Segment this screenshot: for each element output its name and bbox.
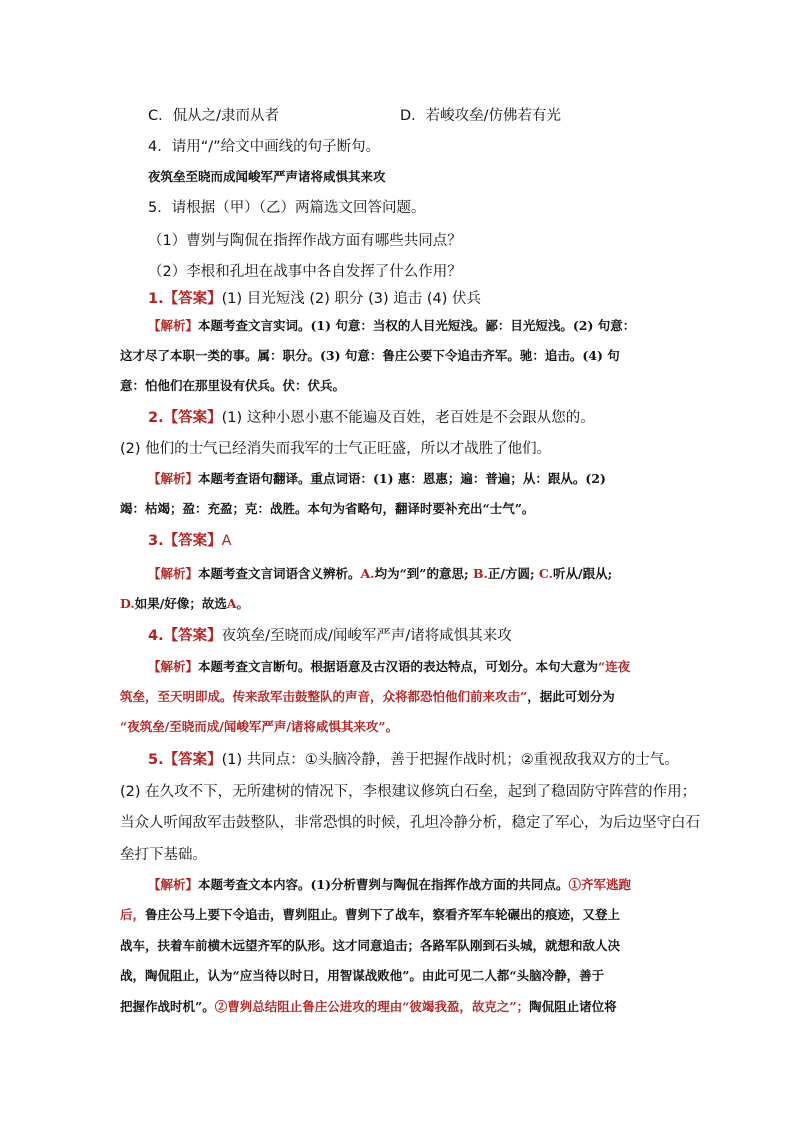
- analysis-5-line-2: 后，鲁庄公马上要下令追击，曹刿阻止。曹刿下了战车，察看齐军车轮碾出的痕迹，又登上: [120, 907, 621, 922]
- answer-number: 2.: [148, 410, 164, 426]
- analysis-1-line-1: 【解析】本题考查文言实词。(1) 句意：当权的人目光短浅。鄙：目光短浅。(2) 句意：: [148, 318, 636, 333]
- analysis-1-line-3: 意：怕他们在那里设有伏兵。伏：伏兵。: [120, 378, 346, 393]
- analysis-2-line-1: 【解析】本题考查语句翻译。重点词语：(1) 惠：恩惠；遍：普遍；从：跟从。(2): [148, 471, 606, 486]
- analysis-3-line-2: D.如果/好像；故选A。: [120, 596, 250, 611]
- answer-number: 3.: [148, 533, 164, 549]
- answer-tag: 【答案】: [163, 752, 222, 768]
- answer-4: 4.【答案】夜筑垒/至晓而成/闻峻军严声/诸将咸惧其来攻: [148, 628, 512, 644]
- analysis-3-line-1: 【解析】本题考查文言词语含义辨析。A.均为“到”的意思; B.正/方圆; C.听从/跟从;: [148, 566, 613, 581]
- analysis-1-line-2: 这才尽了本职一类的事。属：职分。(3) 句意：鲁庄公要下令追击齐军。驰：追击。(4) 句: [120, 348, 620, 363]
- analysis-4-line-1: 【解析】本题考查文言断句。根据语意及古汉语的表达特点，可划分。本句大意为“连夜: [148, 659, 631, 674]
- answer-number: 4.: [148, 628, 164, 644]
- option-c: C．侃从之/隶而从者: [148, 108, 280, 124]
- answer-tag: 【答案】: [163, 291, 222, 307]
- analysis-5-line-4: 战，陶侃阻止，认为“应当待以时日，用智谋战败他”。由此可见二人都“头脑冷静，善于: [120, 968, 605, 983]
- analysis-tag: 【解析】: [148, 566, 199, 581]
- question-5-sub1: （1）曹刿与陶侃在指挥作战方面有哪些共同点？: [148, 233, 462, 249]
- answer-2-line-2: (2) 他们的士气已经消失而我军的士气正旺盛，所以才战胜了他们。: [120, 441, 552, 457]
- analysis-5-line-3: 战车，扶着车前横木远望齐军的队形。这才同意追击；各路军队刚到石头城，就想和敌人决: [120, 938, 621, 953]
- answer-2: 2.【答案】(1) 这种小恩小惠不能遍及百姓，老百姓是不会跟从您的。: [148, 410, 595, 426]
- question-4-prompt: 4．请用“/”给文中画线的句子断句。: [148, 139, 381, 155]
- analysis-4-line-2: 筑垒，至天明即成。传来敌军击鼓整队的声音，众将都恐怕他们前来攻击”，据此可划分为: [120, 689, 615, 704]
- answer-5-line-2: (2) 在久攻不下，无所建树的情况下，李根建议修筑白石垒，起到了稳固防守阵营的作用；: [120, 784, 697, 800]
- question-5-prompt: 5．请根据（甲）（乙）两篇选文回答问题。: [148, 200, 426, 216]
- answer-5-line-4: 垒打下基础。: [120, 847, 207, 863]
- analysis-tag: 【解析】: [148, 659, 199, 674]
- answer-text: (1) 目光短浅 (2) 职分 (3) 追击 (4) 伏兵: [221, 291, 482, 307]
- answer-5-line-3: 当众人听闻敌军击鼓整队，非常恐惧的时候，孔坦冷静分析，稳定了军心，为后边坚守白石: [120, 815, 700, 831]
- answer-number: 1.: [148, 291, 164, 307]
- question-5-sub2: （2）李根和孔坦在战事中各自发挥了什么作用？: [148, 264, 462, 280]
- analysis-4-line-3: “夜筑垒/至晓而成/闻峻军严声/诸将咸惧其来攻”。: [120, 719, 399, 734]
- analysis-tag: 【解析】: [148, 318, 199, 333]
- option-d: D．若峻攻垒/仿佛若有光: [400, 108, 562, 124]
- answer-tag: 【答案】: [163, 410, 222, 426]
- analysis-tag: 【解析】: [148, 471, 199, 486]
- analysis-2-line-2: 竭：枯竭；盈：充盈；克：战胜。本句为省略句，翻译时要补充出“士气”。: [120, 501, 535, 516]
- answer-3: 3.【答案】A: [148, 533, 232, 549]
- answer-number: 5.: [148, 752, 164, 768]
- answer-tag: 【答案】: [163, 533, 222, 549]
- analysis-tag: 【解析】: [148, 877, 199, 892]
- analysis-5-line-1: 【解析】本题考查文本内容。(1)分析曹刿与陶侃在指挥作战方面的共同点。①齐军逃跑: [148, 877, 632, 892]
- question-4-sentence: 夜筑垒至晓而成闻峻军严声诸将咸惧其来攻: [148, 169, 386, 184]
- analysis-5-line-5: 把握作战时机”。②曹刿总结阻止鲁庄公进攻的理由“彼竭我盈，故克之”；陶侃阻止诸位将: [120, 999, 617, 1014]
- answer-5: 5.【答案】(1) 共同点：①头脑冷静，善于把握作战时机；②重视敌我双方的士气。: [148, 752, 679, 768]
- answer-tag: 【答案】: [163, 628, 222, 644]
- answer-1: [148, 287, 481, 308]
